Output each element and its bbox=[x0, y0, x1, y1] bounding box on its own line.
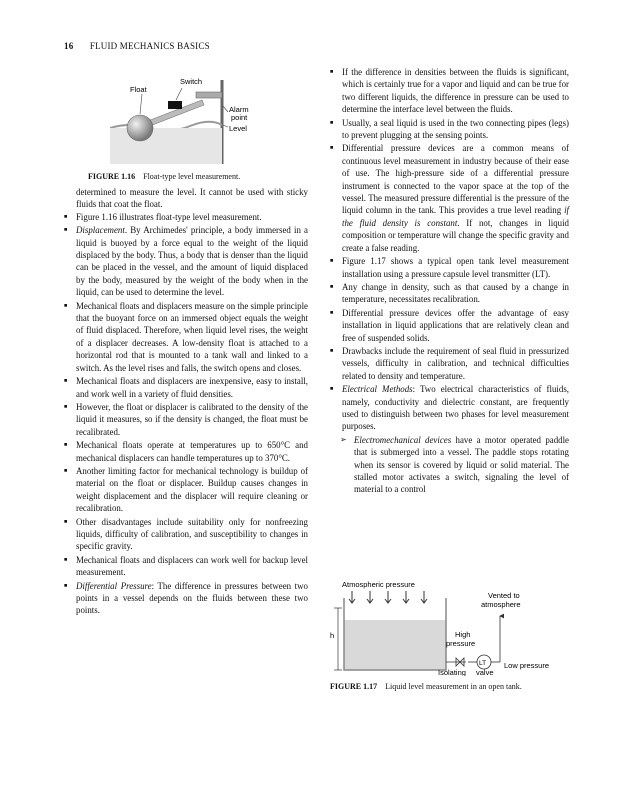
figure-1-16-diagram bbox=[110, 72, 290, 164]
list-item: ■ Differential pressure devices offer the advantage of easy installation in liquid applications that are relatively clean and free of suspended solids. bbox=[330, 307, 569, 344]
label-isolating-1: Isolating bbox=[438, 668, 466, 676]
label-isolating-2: valve bbox=[476, 668, 494, 676]
list-item: ■ Any change in density, such as that caused by a change in temperature, necessitates recalibration. bbox=[330, 281, 569, 306]
float-ball bbox=[127, 115, 153, 141]
list-item: ■ Mechanical floats and displacers can work well for backup level measurement. bbox=[64, 554, 308, 579]
label-level: Level bbox=[229, 124, 247, 133]
list-item: ■ Drawbacks include the requirement of seal fluid in pressurized vessels, difficulty in calibration, and technical difficulties related to density and temperature. bbox=[330, 345, 569, 382]
list-item: ■ Mechanical floats and displacers measure on the simple principle that the buoyant force on an immersed object equals the weight of fluid displaced. Therefore, when liquid level rises, the weight of a displacer decreases. A low-density float is attached to a horizontal rod that is mounted to a tank wall and linked to a switch. As the level rises and falls, the switch opens and closes. bbox=[64, 300, 308, 374]
label-vented-1: Vented to bbox=[488, 591, 520, 600]
atmospheric-arrows bbox=[349, 591, 427, 603]
list-item: ■ Electrical Methods: Two electrical characteristics of fluids, namely, conductivity and dielectric constant, are frequently used to distinguish between two phases for level measurement purposes. bbox=[330, 383, 569, 433]
term: Electromechanical devices bbox=[354, 434, 452, 445]
sub-list-item: ➢ Electromechanical devices have a motor operated paddle that is submerged into a vessel. The paddle stops rotating when its sensor is covered by liquid or solid material. The stalled motor activates a switch, signaling the level of material to a control bbox=[330, 434, 569, 496]
label-vented-2: atmosphere bbox=[481, 600, 521, 609]
switch-bracket bbox=[196, 92, 222, 98]
right-column bbox=[330, 66, 569, 497]
paragraph: determined to measure the level. It cannot be used with sticky fluids that coat the float. bbox=[76, 187, 308, 210]
left-column bbox=[64, 186, 308, 618]
list-item: ■ Figure 1.16 illustrates float-type level measurement. bbox=[64, 211, 308, 223]
caption-text: Liquid level measurement in an open tank. bbox=[385, 682, 522, 691]
list-item: ■ Differential Pressure: The difference in pressures between two points in a vessel depends on the fluids between these two points. bbox=[64, 580, 308, 617]
label-low-pressure: Low pressure bbox=[504, 661, 550, 670]
caption-text: Float-type level measurement. bbox=[143, 172, 241, 181]
figure-1-17-diagram bbox=[328, 578, 568, 676]
caption-label: FIGURE 1.16 bbox=[88, 172, 136, 181]
list-item: ■ If the difference in densities between the fluids is significant, which is certainly true for a vapor and liquid and can be true for two different liquids, the difference in pressure can be used to determine the interface level between the fluids. bbox=[330, 66, 569, 116]
running-header bbox=[64, 41, 210, 51]
list-item: ■ Displacement. By Archimedes' principle, a body immersed in a liquid is buoyed by a force equal to the weight of the liquid displaced by the body. Thus, a body that is denser than the liquid can be placed in the vessel, and the amount of liquid displaced by the body, measured by the weight of the body when in the liquid, can be used to determine the level. bbox=[64, 224, 308, 298]
label-alarm-2: point bbox=[231, 113, 248, 122]
label-h: h bbox=[330, 631, 335, 640]
running-title: FLUID MECHANICS BASICS bbox=[89, 41, 210, 51]
list-item: ■ Usually, a seal liquid is used in the two connecting pipes (legs) to prevent plugging at the sensing points. bbox=[330, 117, 569, 142]
figure-1-17-caption bbox=[330, 682, 522, 691]
switch-body bbox=[168, 101, 182, 109]
figure-1-16-caption bbox=[88, 172, 240, 181]
label-lt: LT bbox=[479, 660, 487, 667]
page-number: 16 bbox=[64, 41, 74, 51]
term: Displacement bbox=[76, 225, 125, 236]
label-alarm-1: Alarm bbox=[229, 105, 249, 114]
list-item: ■ Differential pressure devices are a common means of continuous level measurement in industry because of their ease of use. The high-pressure side of a differential pressure instrument is connected to the vapor space at the top of the vessel. The measured pressure differential is the pressure of the liquid column in the tank. This provides a true level reading if the fluid density is constant. If not, changes in liquid composition or temperature will change the specific gravity and create a false reading. bbox=[330, 142, 569, 254]
list-item: ■ Mechanical floats and displacers are inexpensive, easy to install, and work well in a variety of fluid densities. bbox=[64, 375, 308, 400]
list-item: ■ Mechanical floats operate at temperatures up to 650°C and mechanical displacers can handle temperatures up to 370°C. bbox=[64, 439, 308, 464]
term: Differential Pressure bbox=[76, 580, 152, 591]
label-high-2: pressure bbox=[446, 639, 476, 648]
label-float: Float bbox=[130, 85, 147, 94]
label-high-1: High bbox=[455, 630, 471, 639]
list-item: ■ Other disadvantages include suitability only for nonfreezing liquids, difficulty of calibration, and susceptibility to changes in specific gravity. bbox=[64, 516, 308, 553]
caption-label: FIGURE 1.17 bbox=[330, 682, 378, 691]
term: Electrical Methods bbox=[342, 384, 413, 395]
label-atmospheric-pressure: Atmospheric pressure bbox=[342, 580, 415, 589]
label-switch: Switch bbox=[180, 77, 203, 86]
list-item: ■ Another limiting factor for mechanical technology is buildup of material on the float or displacer. Buildup causes changes in weight displacement and the displacer will require cleaning or recalibration. bbox=[64, 465, 308, 515]
list-item: ■ Figure 1.17 shows a typical open tank level measurement installation using a pressure capsule level transmitter (LT). bbox=[330, 255, 569, 280]
tank-liquid bbox=[344, 620, 446, 670]
liquid-body bbox=[110, 128, 222, 164]
list-item: ■ However, the float or displacer is calibrated to the density of the liquid it measures, so if the density is changed, the float must be recalibrated. bbox=[64, 401, 308, 438]
